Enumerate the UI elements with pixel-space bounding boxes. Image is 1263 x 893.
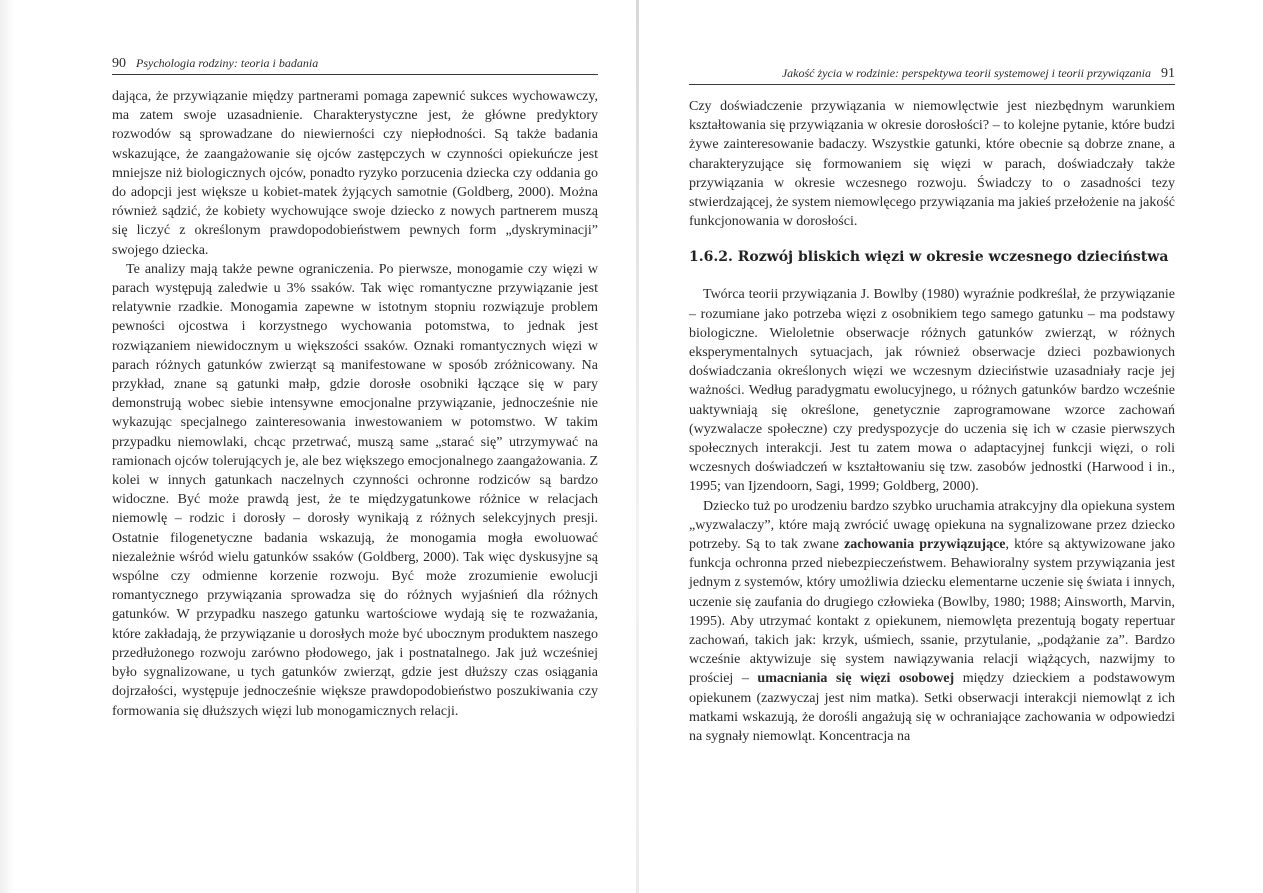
right-body-text	[689, 97, 1175, 746]
right-paragraph-3	[689, 497, 1175, 747]
right-running-title: Jakość życia w rodzinie: perspektywa teorii systemowej i teorii przywiązania	[781, 66, 1151, 80]
left-body-text	[112, 87, 598, 721]
paragraph-3-text-c: między dzieckiem a podstawowym opiekunem (zazwyczaj jest nim matka). Setki obserwacji interakcji niemowląt z ich matkami wskazują, że dorośli angażują się w ochraniające zachowania w odpowiedzi na sygnały niemowląt. Koncentracja na	[689, 671, 1175, 745]
left-running-title: Psychologia rodziny: teoria i badania	[136, 56, 319, 70]
right-running-head	[689, 66, 1175, 85]
right-page	[689, 66, 1175, 746]
right-paragraph-2: Twórca teorii przywiązania J. Bowlby (1980) wyraźnie podkreślał, że przywiązanie – rozumiane jako potrzeba więzi z osobnikiem tego samego gatunku – ma podstawy biologiczne. Wieloletnie obserwacje różnych gatunków zwierząt, w różnych eksperymentalnych sytuacjach, jak również obserwacje dzieci pozbawionych doświadczania określonych więzi we wczesnym dzieciństwie uzasadniały racje jej ważności. Według paradygmatu ewolucyjnego, u różnych gatunków bardzo wcześnie uaktywniają się określone, genetycznie zaprogramowane wzorce zachowań (wyzwalacze społeczne) czy predyspozycje do uczenia się ich w czasie pierwszych społecznych interakcji. Jest tu zatem mowa o adaptacyjnej funkcji więzi, o roli wczesnych doświadczeń w kształtowaniu się tzw. zasobów jednostki (Harwood i in., 1995; van Ijzendoorn, Sagi, 1999; Goldberg, 2000).	[689, 287, 1175, 495]
scan-edge	[0, 0, 14, 893]
right-paragraph-1: Czy doświadczenie przywiązania w niemowlęctwie jest niezbędnym warunkiem kształtowania się przywiązania w okresie dorosłości? – to kolejne pytanie, które budzi żywe zainteresowanie badaczy. Wszystkie gatunki, które obecnie są dobrze znane, a charakteryzujące się formowaniem się więzi w parach, doświadczały także przywiązania w okresie wczesnego rozwoju. Świadczy to o zasadności tezy stwierdzającej, że system niemowlęcego przywiązania ma jakieś przełożenie na jakość funkcjonowania w dorosłości.	[689, 99, 1175, 230]
section-heading: 1.6.2. Rozwój bliskich więzi w okresie wczesnego dzieciństwa	[689, 249, 1169, 266]
term-attachment-behaviors: zachowania przywiązujące	[844, 537, 1006, 553]
left-paragraph-2: Te analizy mają także pewne ograniczenia. Po pierwsze, monogamie czy więzi w parach występują zaledwie u 3% ssaków. Tak więc romantyczne przywiązanie jest relatywnie rzadkie. Monogamia zapewne w istotnym stopniu rozwiązuje problem pewności ojcostwa i korzystnego wychowania potomstwa, to jednak jest rozwiązaniem niewidocznym u większości ssaków. Oznaki romantycznych więzi w parach różnych gatunków zwierząt są manifestowane w sposób zróżnicowany. Na przykład, znane są gatunki małp, gdzie dorosłe osobniki łączące się w pary demonstrują wobec siebie intensywne emocjonalne przywiązanie, jednocześnie nie wykazując specjalnego zainteresowania inwestowaniem w potomstwo. W takim przypadku niemowlaki, chcąc przetrwać, muszą same „starać się” utrzymywać na ramionach ojców tolerujących je, ale bez większego emocjonalnego zaangażowania. Z kolei w innych gatunkach naczelnych czynności ochronne rodziców są bardzo widoczne. Być może prawdą jest, że te międzygatunkowe różnice w relacjach niemowlę – rodzic i dorosły – dorosły wynikają z różnych selekcyjnych presji. Ostatnie filogenetyczne badania wskazują, że monogamia mogła ewoluować niezależnie wśród wielu gatunków ssaków (Goldberg, 2000). Tak więc dyskusyjne są wspólne czy odmienne korzenie rozwoju. Być może zrozumienie ewolucji romantycznego przywiązania sprowadza się do różnych wyjaśnień dla różnych gatunków. W przypadku naszego gatunku wartościowe wydają się te rozważania, które zakładają, że przywiązanie u dorosłych może być ubocznym produktem naszego przedłużonego rozwoju zarówno płodowego, jak i postnatalnego. Jak już wcześniej było sygnalizowane, u tych gatunków zwierząt, gdzie jest dłuższy czas osiągania dojrzałości, występuje jednocześnie większe prawdopodobieństwo poszukiwania czy formowania się dłuższych więzi lub monogamicznych relacji.	[112, 261, 598, 719]
paragraph-3-text-a: Dziecko tuż po urodzeniu bardzo szybko uruchamia atrakcyjny dla opiekuna system „wyzwalaczy”, które mają zwrócić uwagę opiekuna na sygnalizowane przez dziecko potrzeby. Są to tak zwane	[689, 498, 1175, 553]
left-paragraph-1: dająca, że przywiązanie między partnerami pomaga zapewnić sukces wychowawczy, ma zatem swoje uzasadnienie. Charakterystyczne jest, że główne predyktory rozwodów są sprowadzane do niewierności czy niepłodności. Są także badania wskazujące, że zaangażowanie się ojców zastępczych w czynności opiekuńcze jest mniejsze niż biologicznych ojców, ponadto ryzyko porzucenia dziecka czy oddania go do adopcji jest większe u kobiet-matek żyjących samotnie (Goldberg, 2000). Można również sądzić, że kobiety wychowujące swoje dziecko z nowych partnerem muszą się liczyć z określonym prawdopodobieństwem pewnych form „dyskryminacji” swojego dziecka.	[112, 89, 598, 258]
left-page-number: 90	[112, 56, 126, 71]
paragraph-3-text-b: , które są aktywizowane jako funkcja ochronna przed niebezpieczeństwem. Behawioralny system przywiązania jest jednym z systemów, który umożliwia dziecku elementarne uczenie się świata i innych, uczenie się zaufania do drugiego człowieka (Bowlby, 1980; 1988; Ainsworth, Marvin, 1995). Aby utrzymać kontakt z opiekunem, niemowlęta prezentują bogaty repertuar zachowań, takich jak: krzyk, uśmiech, ssanie, przytulanie, „podążanie za”. Bardzo wcześnie aktywizuje się system nawiązywania relacji wiążących, nazwijmy to prościej –	[689, 537, 1175, 687]
book-gutter	[636, 0, 639, 893]
right-page-number: 91	[1161, 66, 1175, 81]
left-page	[112, 56, 598, 721]
term-personal-bond: umacniania się więzi osobowej	[757, 671, 955, 687]
left-running-head	[112, 56, 598, 75]
